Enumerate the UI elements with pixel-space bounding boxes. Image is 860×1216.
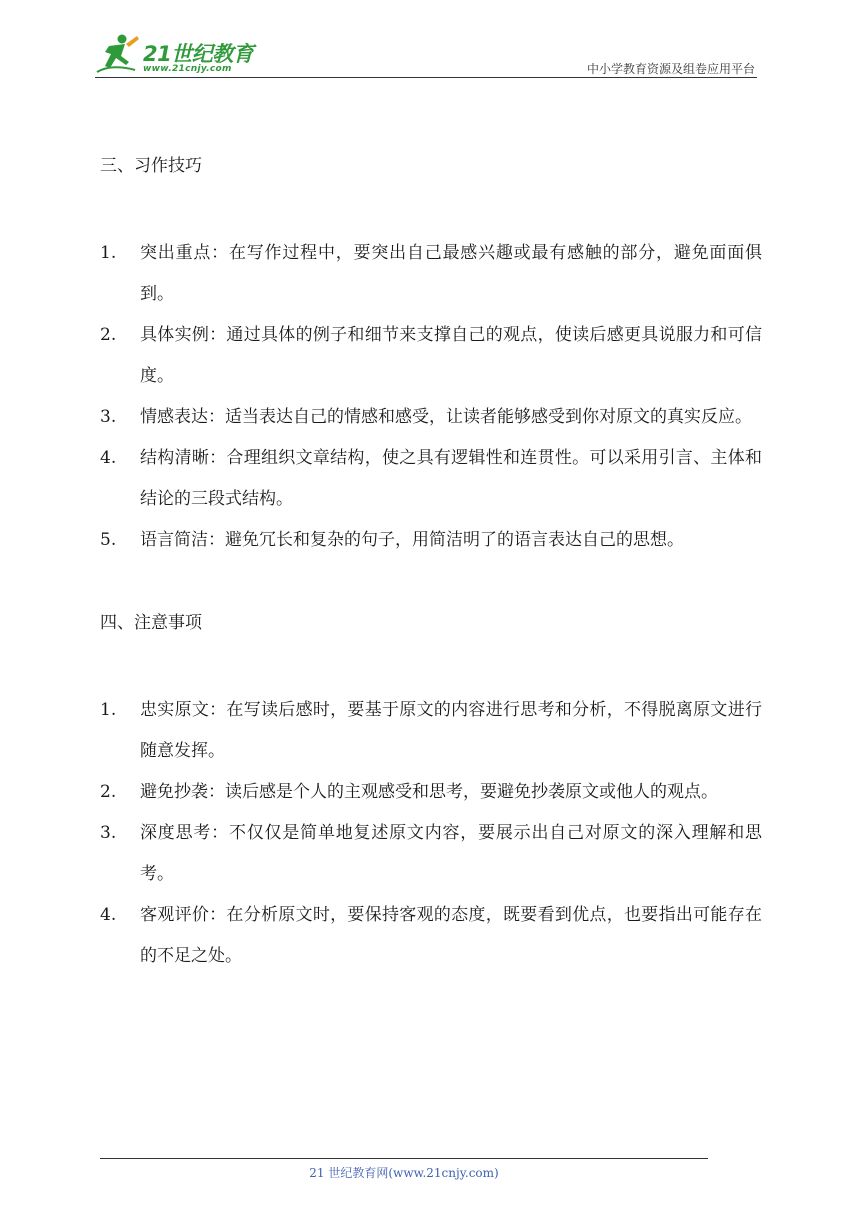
header-divider xyxy=(95,77,757,78)
platform-name: 中小学教育资源及组卷应用平台 xyxy=(586,62,755,76)
list-item xyxy=(100,813,762,895)
page-header xyxy=(95,32,757,80)
document-body xyxy=(100,150,762,977)
item-number: 3. xyxy=(100,823,117,843)
item-text: 语言简洁：避免冗长和复杂的句子，用简洁明了的语言表达自己的思想。 xyxy=(140,530,684,550)
section-heading-notes: 四、注意事项 xyxy=(100,613,202,633)
runner-logo-icon xyxy=(95,32,141,76)
list-item xyxy=(100,895,762,977)
notes-list xyxy=(100,690,762,977)
item-number: 5. xyxy=(100,530,117,550)
item-text: 客观评价：在分析原文时，要保持客观的态度，既要看到优点，也要指出可能存在的不足之处。 xyxy=(140,905,762,966)
item-number: 2. xyxy=(100,782,117,802)
item-number: 4. xyxy=(100,905,117,925)
item-number: 1. xyxy=(100,700,117,720)
item-number: 2. xyxy=(100,325,117,345)
logo xyxy=(95,32,265,78)
item-text: 忠实原文：在写读后感时，要基于原文的内容进行思考和分析，不得脱离原文进行随意发挥。 xyxy=(140,700,762,761)
item-text: 避免抄袭：读后感是个人的主观感受和思考，要避免抄袭原文或他人的观点。 xyxy=(140,782,718,802)
list-item xyxy=(100,520,762,561)
tips-list xyxy=(100,233,762,561)
logo-text: 21世纪教育 xyxy=(143,42,254,66)
section-heading-tips: 三、习作技巧 xyxy=(100,156,202,176)
list-item xyxy=(100,438,762,520)
item-text: 深度思考：不仅仅是简单地复述原文内容，要展示出自己对原文的深入理解和思考。 xyxy=(140,823,762,884)
logo-url: www.21cnjy.com xyxy=(143,64,232,74)
item-number: 1. xyxy=(100,243,117,263)
list-item xyxy=(100,397,762,438)
item-number: 4. xyxy=(100,448,117,468)
footer-divider xyxy=(100,1158,708,1159)
item-number: 3. xyxy=(100,407,117,427)
list-item xyxy=(100,315,762,397)
list-item xyxy=(100,690,762,772)
item-text: 具体实例：通过具体的例子和细节来支撑自己的观点，使读后感更具说服力和可信度。 xyxy=(140,325,762,386)
footer-text: 21 世纪教育网(www.21cnjy.com) xyxy=(309,1166,499,1180)
item-text: 结构清晰：合理组织文章结构，使之具有逻辑性和连贯性。可以采用引言、主体和结论的三段式结构。 xyxy=(140,448,762,509)
item-text: 情感表达：适当表达自己的情感和感受，让读者能够感受到你对原文的真实反应。 xyxy=(140,407,752,427)
list-item xyxy=(100,772,762,813)
item-text: 突出重点：在写作过程中，要突出自己最感兴趣或最有感触的部分，避免面面俱到。 xyxy=(140,243,762,304)
list-item xyxy=(100,233,762,315)
